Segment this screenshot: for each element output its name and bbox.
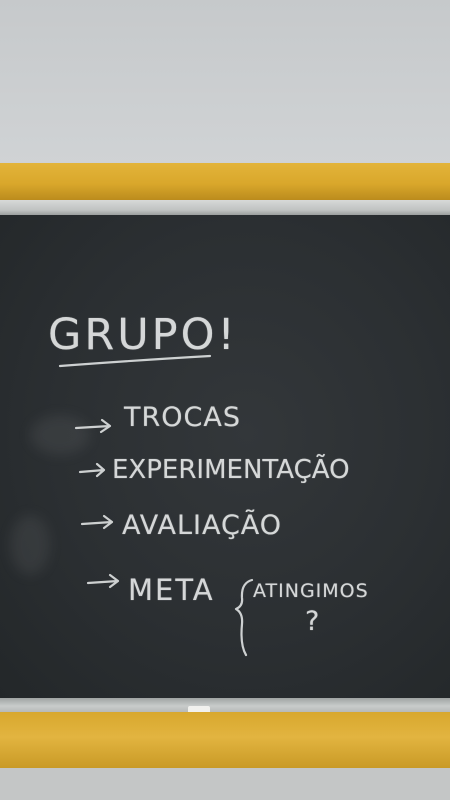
meta-note-question: ? [305,606,320,637]
arrow-icon [76,420,110,432]
arrow-icon [88,575,118,587]
brace-mark [236,580,252,655]
meta-note-line: ATINGIMOS [253,580,369,602]
arrow-icon [82,516,112,528]
arrow-icon [80,464,104,476]
board-title: GRUPO! [48,310,238,360]
list-item: META [128,573,215,607]
list-item: TROCAS [124,402,241,433]
list-item: AVALIAÇÃO [122,510,283,541]
list-item: EXPERIMENTAÇÃO [112,455,350,485]
